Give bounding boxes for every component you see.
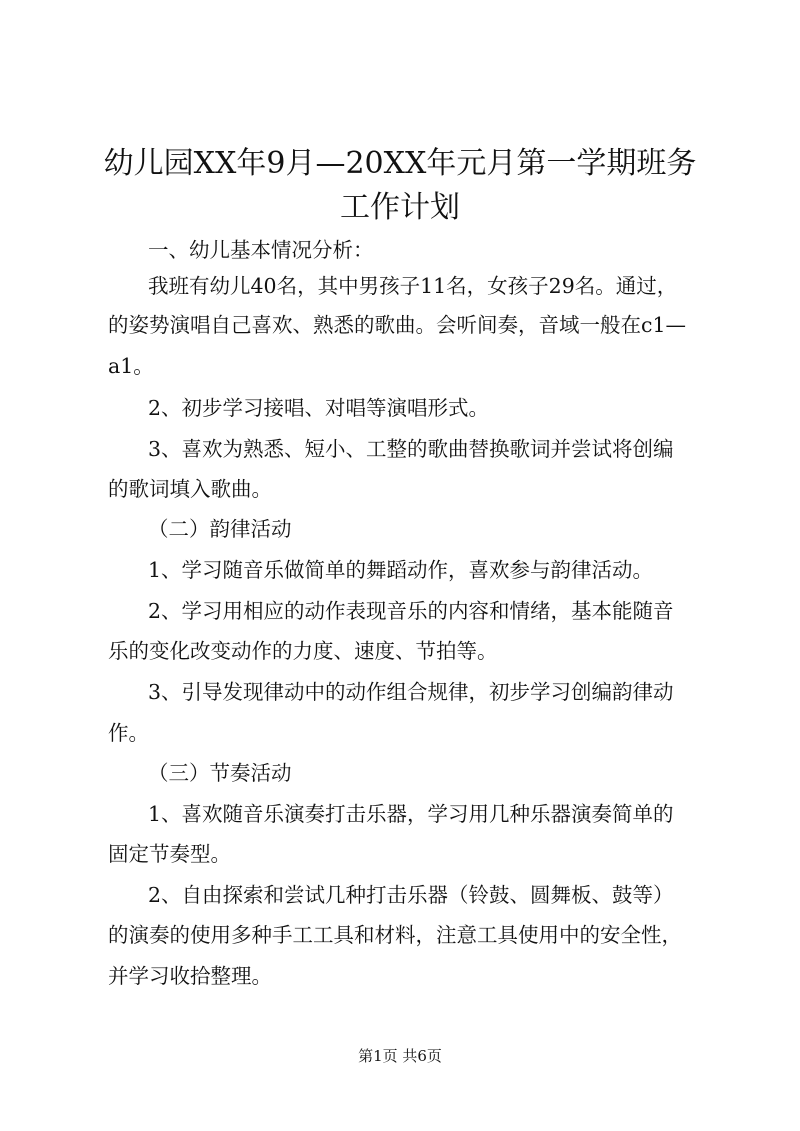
paragraph-line: 1、学习随音乐做简单的舞蹈动作，喜欢参与韵律活动。 <box>148 558 654 582</box>
paragraph-line: 3、引导发现律动中的动作组合规律，初步学习创编韵律动 <box>148 680 674 704</box>
paragraph-line: 的歌词填入歌曲。 <box>108 477 272 501</box>
paragraph-line: 1、喜欢随音乐演奏打击乐器，学习用几种乐器演奏简单的 <box>148 802 674 826</box>
paragraph-line: 2、初步学习接唱、对唱等演唱形式。 <box>148 396 490 420</box>
paragraph-line: 乐的变化改变动作的力度、速度、节拍等。 <box>108 639 498 663</box>
paragraph-line: 的演奏的使用多种手工工具和材料，注意工具使用中的安全性， <box>108 923 682 947</box>
paragraph-line: 作。 <box>108 721 149 745</box>
paragraph-line: 3、喜欢为熟悉、短小、工整的歌曲替换歌词并尝试将创编 <box>148 437 674 461</box>
section-heading: 一、幼儿基本情况分析： <box>148 238 374 262</box>
paragraph-line: 并学习收拾整理。 <box>108 964 272 988</box>
page-number-footer: 第1页 共6页 <box>358 1047 442 1065</box>
paragraph-line: 的姿势演唱自己喜欢、熟悉的歌曲。会听间奏，音域一般在c1— <box>108 313 687 337</box>
section-heading: （二）韵律活动 <box>148 517 292 541</box>
paragraph-line: 固定节奏型。 <box>108 842 231 866</box>
section-heading: （三）节奏活动 <box>148 761 292 785</box>
paragraph-line: 2、自由探索和尝试几种打击乐器（铃鼓、圆舞板、鼓等） <box>148 883 674 907</box>
paragraph-line: a1。 <box>108 354 154 378</box>
document-title-line-1: 幼儿园XX年9月—20XX年元月第一学期班务 <box>103 146 697 181</box>
document-title-line-2: 工作计划 <box>340 190 460 225</box>
paragraph-line: 2、学习用相应的动作表现音乐的内容和情绪，基本能随音 <box>148 599 674 623</box>
paragraph-line: 我班有幼儿40名，其中男孩子11名，女孩子29名。通过， <box>148 274 678 298</box>
